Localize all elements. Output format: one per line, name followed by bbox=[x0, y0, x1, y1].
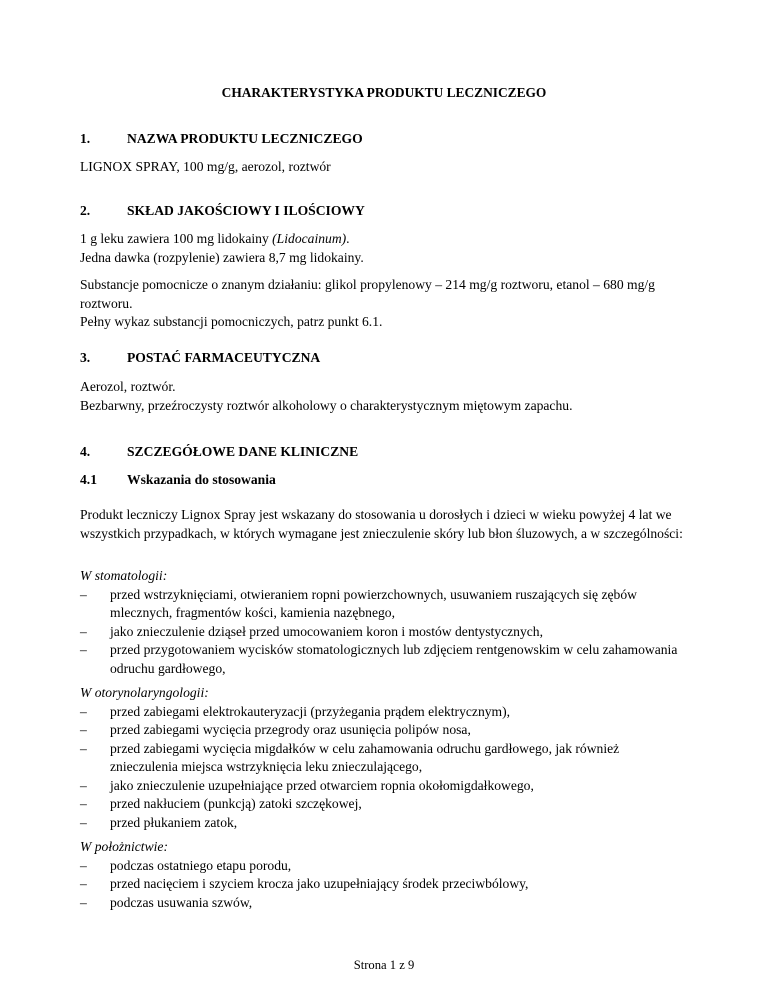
composition-line-1 bbox=[80, 230, 690, 249]
group-obstetrics bbox=[80, 838, 690, 912]
list-item: – przed przygotowaniem wycisków stomatologicznych lub zdjęciem rentgenowskim w celu zahamowania odruchu gardłowego, bbox=[80, 641, 690, 678]
list-item: – podczas ostatniego etapu porodu, bbox=[80, 857, 690, 876]
section-number: 4.1 bbox=[80, 472, 97, 487]
list-item: – jako znieczulenie dziąseł przed umocowaniem koron i mostów dentystycznych, bbox=[80, 623, 690, 642]
list-item: – przed płukaniem zatok, bbox=[80, 814, 690, 833]
indications-intro: Produkt leczniczy Lignox Spray jest wskazany do stosowania u dorosłych i dzieci w wieku powyżej 4 lat we wszystkich przypadkach, w których wymagane jest znieczulenie skóry lub błon śluzowych, a w szczególności: bbox=[80, 507, 683, 541]
composition-text: 1 g leku zawiera 100 mg lidokainy bbox=[80, 231, 273, 246]
list-item: – przed zabiegami wycięcia migdałków w celu zahamowania odruchu gardłowego, jak również znieczulenia miejsca wstrzyknięcia leku znieczulającego, bbox=[80, 740, 690, 777]
section-1-heading bbox=[80, 130, 363, 149]
composition-suffix: . bbox=[346, 231, 350, 246]
product-name-text: LIGNOX SPRAY, 100 mg/g, aerozol, roztwór bbox=[80, 159, 331, 174]
indication-list bbox=[80, 857, 690, 913]
section-2-body bbox=[80, 230, 690, 267]
section-4-1-intro bbox=[80, 506, 692, 543]
section-title: Wskazania do stosowania bbox=[127, 472, 276, 487]
section-number: 3. bbox=[80, 350, 91, 365]
section-4-1-heading bbox=[80, 471, 276, 490]
group-title: W stomatologii: bbox=[80, 568, 168, 583]
section-4-heading bbox=[80, 443, 358, 462]
section-2-heading bbox=[80, 202, 365, 221]
list-item: – przed nakłuciem (punkcją) zatoki szczękowej, bbox=[80, 795, 690, 814]
group-title: W otorynolaryngologii: bbox=[80, 685, 209, 700]
excipients-reference: Pełny wykaz substancji pomocniczych, patrz punkt 6.1. bbox=[80, 314, 383, 329]
section-title: NAZWA PRODUKTU LECZNICZEGO bbox=[127, 131, 363, 146]
form-line-2: Bezbarwny, przeźroczysty roztwór alkoholowy o charakterystycznym miętowym zapachu. bbox=[80, 397, 573, 413]
list-item: – przed zabiegami elektrokauteryzacji (przyżegania prądem elektrycznym), bbox=[80, 703, 690, 722]
composition-line-2: Jedna dawka (rozpylenie) zawiera 8,7 mg lidokainy. bbox=[80, 249, 364, 265]
section-3-heading bbox=[80, 349, 320, 368]
page-number-footer: Strona 1 z 9 bbox=[353, 958, 415, 972]
section-number: 2. bbox=[80, 203, 91, 218]
section-3-body bbox=[80, 378, 690, 415]
section-title: SKŁAD JAKOŚCIOWY I ILOŚCIOWY bbox=[127, 203, 365, 218]
list-item: – jako znieczulenie uzupełniające przed otwarciem ropnia okołomigdałkowego, bbox=[80, 777, 690, 796]
list-item: – przed nacięciem i szyciem krocza jako uzupełniający środek przeciwbólowy, bbox=[80, 875, 690, 894]
list-item: – podczas usuwania szwów, bbox=[80, 894, 690, 913]
list-item: – przed zabiegami wycięcia przegrody oraz usunięcia polipów nosa, bbox=[80, 721, 690, 740]
list-item: – przed wstrzyknięciami, otwieraniem ropni powierzchownych, usuwaniem ruszających się zębów mlecznych, fragmentów kości, kamienia nazębnego, bbox=[80, 586, 690, 623]
section-2-excipients bbox=[80, 276, 680, 332]
document-title: CHARAKTERYSTYKA PRODUKTU LECZNICZEGO bbox=[221, 85, 547, 100]
indication-list bbox=[80, 586, 690, 679]
form-line-1: Aerozol, roztwór. bbox=[80, 379, 176, 394]
group-otorhinolaryngology bbox=[80, 684, 690, 832]
excipients-text: Substancje pomocnicze o znanym działaniu: glikol propylenowy – 214 mg/g roztworu, etanol – 680 mg/g roztworu. bbox=[80, 277, 655, 311]
latin-name: (Lidocainum) bbox=[272, 231, 347, 246]
section-title: POSTAĆ FARMACEUTYCZNA bbox=[127, 350, 321, 365]
section-number: 4. bbox=[80, 444, 91, 459]
section-number: 1. bbox=[80, 131, 91, 146]
section-1-body bbox=[80, 158, 690, 177]
indication-list bbox=[80, 703, 690, 833]
section-title: SZCZEGÓŁOWE DANE KLINICZNE bbox=[127, 444, 359, 459]
group-title: W położnictwie: bbox=[80, 839, 168, 854]
group-stomatology bbox=[80, 567, 690, 678]
